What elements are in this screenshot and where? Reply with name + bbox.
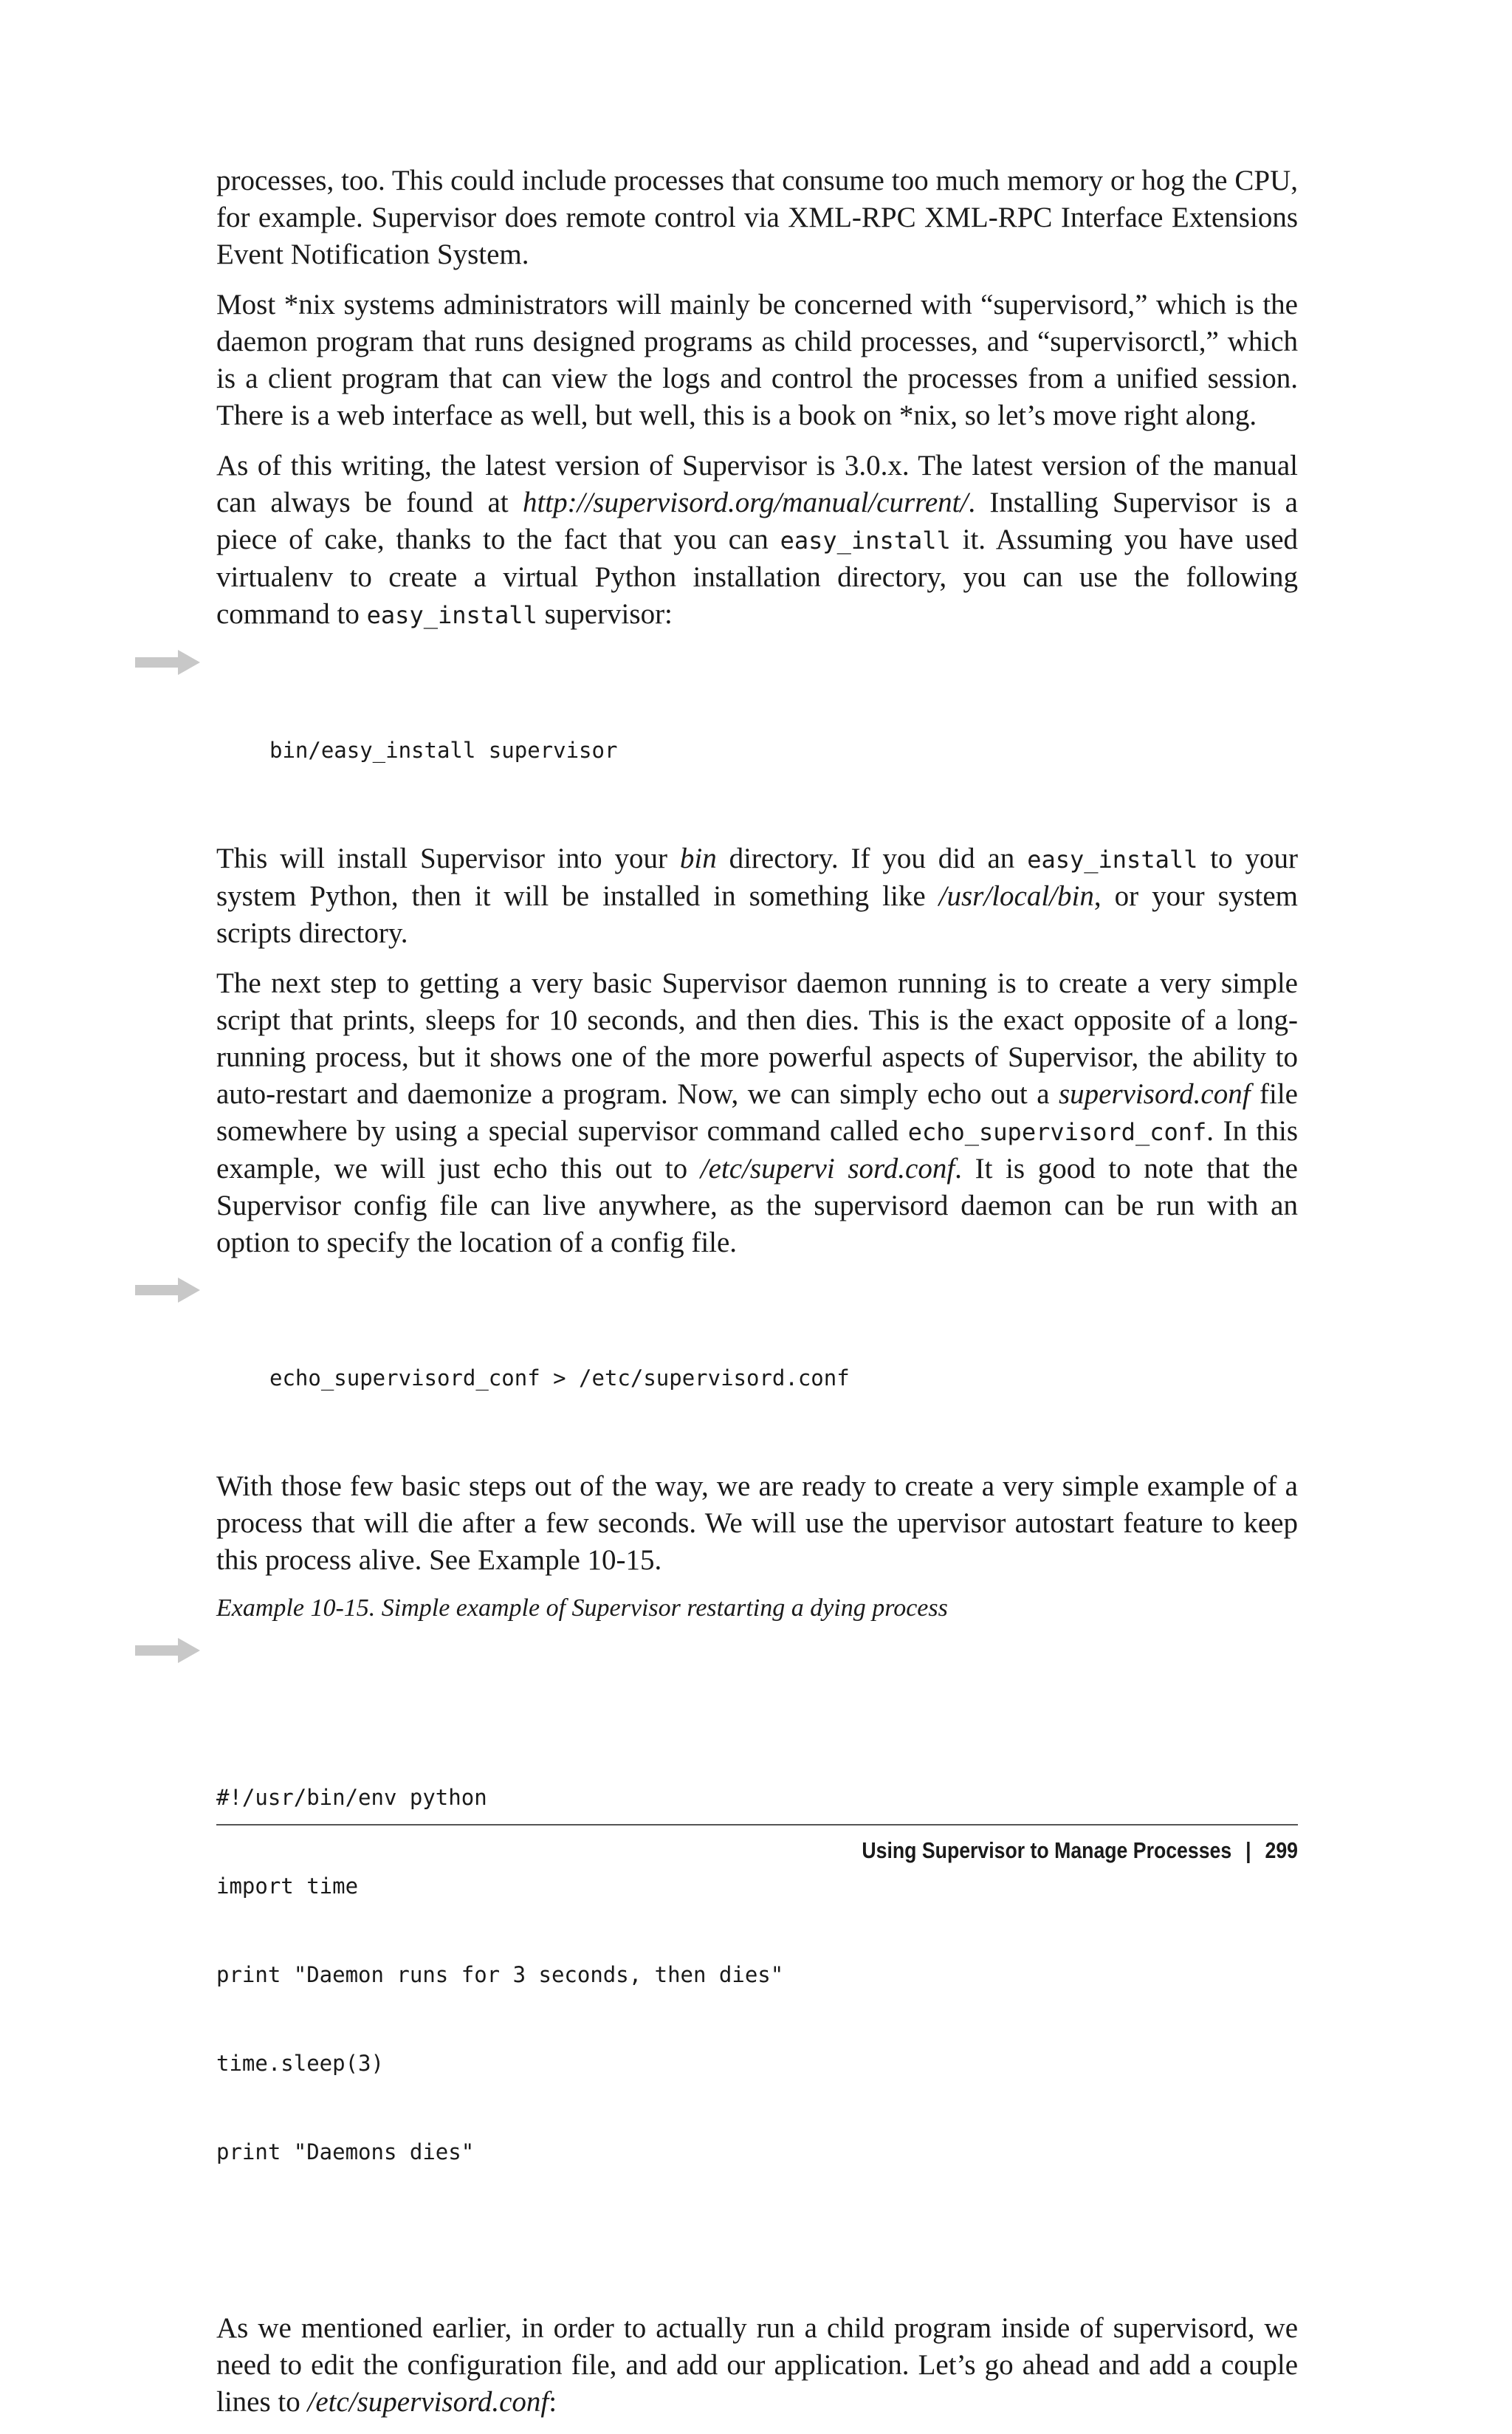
page-content	[216, 162, 1298, 2434]
code-arrow-icon	[135, 1638, 200, 1663]
paragraph-text: With those few basic steps out of the way, we are ready to create a very simple example of a process that will die after a few seconds. We will use the upervisor autostart feature to keep this process alive. See Example 10-15.	[216, 1470, 1298, 1576]
paragraph-processes	[216, 162, 1298, 273]
inline-code: easy_install	[1027, 846, 1198, 874]
code-block-echo-conf	[216, 1275, 1298, 1452]
emphasis-text: supervisord.conf	[1058, 1078, 1251, 1110]
text-run: to your system Python, then it will be installed in something like	[216, 843, 1298, 912]
emphasis-text: /etc/supervisord.conf	[307, 2386, 549, 2418]
paragraph-text: processes, too. This could include processes that consume too much memory or hog the CPU, for example. Supervisor does remote control via XML-RPC XML-RPC Interface Extensions Event Notification System.	[216, 165, 1298, 270]
text-run: . In this example, we will just echo this out to	[216, 1115, 1299, 1185]
text-run: As we mentioned earlier, in order to actually run a child program inside of supervisord, we need to edit the configuration file, and add our application. Let’s go ahead and add a couple lines to	[216, 2312, 1298, 2418]
text-run: As of this writing, the latest version of Supervisor is 3.0.x. The latest version of the manual can always be found at	[216, 450, 1298, 518]
paragraph-basic-steps	[216, 1468, 1298, 1579]
running-section-title: Using Supervisor to Manage Processes	[862, 1837, 1232, 1863]
code-arrow-icon	[135, 1278, 200, 1303]
code-block-example	[216, 1635, 1298, 2285]
manual-url-link[interactable]: http://supervisord.org/manual/current/	[522, 487, 969, 518]
code-line: bin/easy_install supervisor	[269, 738, 618, 763]
code-line: print "Daemon runs for 3 seconds, then dies"	[216, 1962, 784, 1987]
text-run: . Installing Supervisor is a piece of cake, thanks to the fact that you can	[216, 487, 1298, 555]
footer-divider	[216, 1824, 1298, 1826]
paragraph-text: Most *nix systems administrators will mainly be concerned with “supervisord,” which is the daemon program that runs designed programs as child processes, and “supervisorctl,” which is a client program that can view the logs and control the processes from a unified session. There is a web interface as well, but well, this is a book on *nix, so let’s move right along.	[216, 289, 1298, 431]
emphasis-text: bin	[679, 843, 717, 874]
inline-code: echo_supervisord_conf	[907, 1118, 1207, 1146]
text-run: The next step to getting a very basic Supervisor daemon running is to create a very simple script that prints, sleeps for 10 seconds, and then dies. This is the exact opposite of a long-running process, but it shows one of the more powerful aspects of Supervisor, the ability to auto-restart and daemonize a program. Now, we can simply echo out a	[216, 967, 1298, 1110]
code-line: echo_supervisord_conf > /etc/supervisord.conf	[269, 1365, 850, 1391]
paragraph-next-step	[216, 965, 1298, 1261]
text-run: supervisor:	[537, 598, 673, 630]
paragraph-edit-config	[216, 2310, 1298, 2421]
code-line: import time	[216, 1874, 359, 1899]
paragraph-bin-directory	[216, 840, 1298, 952]
text-run: directory. If you did an	[716, 843, 1028, 874]
text-run: :	[549, 2386, 557, 2418]
text-run: file somewhere by using a special supervisor command called	[216, 1078, 1298, 1147]
code-arrow-icon	[135, 650, 200, 675]
emphasis-text: /etc/supervi sord.conf	[700, 1153, 955, 1185]
text-run: . It is good to note that the Supervisor config file can live anywhere, as the supervisord daemon can be run with an option to specify the location of a config file.	[216, 1153, 1298, 1258]
code-line: #!/usr/bin/env python	[216, 1785, 487, 1810]
paragraph-supervisord-overview	[216, 287, 1298, 434]
emphasis-text: /usr/local/bin	[938, 880, 1094, 912]
code-line: print "Daemons dies"	[216, 2139, 475, 2164]
page-footer	[368, 1836, 1298, 1865]
text-run: it. Assuming you have used virtualenv to create a virtual Python installation directory, you can use the following command to	[216, 524, 1298, 630]
code-line: time.sleep(3)	[216, 2051, 384, 2076]
code-block-install	[216, 647, 1298, 824]
page-number: 299	[1265, 1837, 1298, 1863]
example-caption: Example 10-15. Simple example of Supervisor restarting a dying process	[216, 1594, 948, 1622]
footer-separator: |	[1245, 1837, 1251, 1863]
text-run: This will install Supervisor into your	[216, 843, 680, 874]
inline-code: easy_install	[366, 601, 537, 629]
text-run: , or your system scripts directory.	[216, 880, 1299, 949]
inline-code: easy_install	[780, 527, 951, 555]
paragraph-version-install	[216, 448, 1298, 634]
